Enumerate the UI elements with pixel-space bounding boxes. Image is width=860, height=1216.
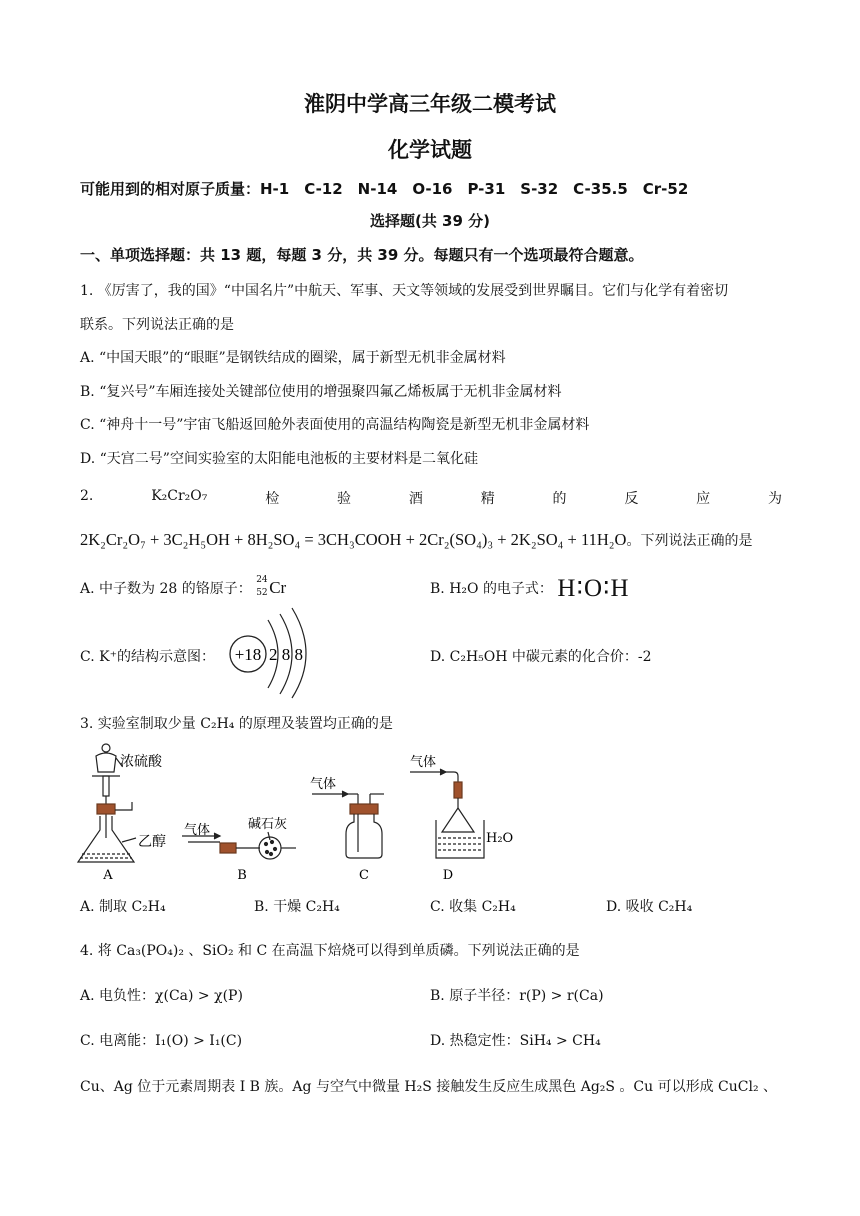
q2-word: K₂Cr₂O₇: [151, 488, 208, 504]
fig-letter-c: C: [359, 868, 369, 882]
part-one-instructions: 一、单项选择题：共 13 题，每题 3 分，共 39 分。每题只有一个选项最符合题意。: [80, 246, 644, 264]
nuclide-atomic-number: 52: [256, 588, 268, 598]
q4-option-d: D. 热稳定性：SiH₄ > CH₄: [430, 1033, 601, 1049]
q2-option-a-text: A. 中子数为 28 的铬原子：: [80, 581, 252, 597]
q2-equation: 2K₂Cr₂O₇ + 3C₂H₅OH + 8H₂SO₄ = 3CH₃COOH + 2Cr₂(SO₄)₃ + 2K₂SO₄ + 11H₂O: [80, 530, 627, 549]
q4-option-a: A. 电负性：χ(Ca) > χ(P): [80, 988, 243, 1004]
q1-option-a: A. “中国天眼”的“眼眶”是钢铁结成的圈梁，属于新型无机非金属材料: [80, 350, 506, 366]
label-conc-acid: 浓硫酸: [120, 754, 162, 770]
fig-letter-d: D: [442, 868, 454, 882]
apparatus-d: [410, 769, 484, 858]
q1-option-d: D. “天宫二号”空间实验室的太阳能电池板的主要材料是二氧化硅: [80, 451, 478, 467]
q2-word: 酒: [408, 491, 423, 507]
nuclide-mass-number: 24: [256, 575, 268, 585]
fig-letter-b: B: [237, 868, 247, 882]
q3-option-b: B. 干燥 C₂H₄: [254, 899, 340, 915]
q2-word: 为: [768, 491, 782, 507]
q3-apparatus-figure: [70, 742, 730, 882]
q2-word: 验: [337, 491, 352, 507]
intro-paragraph: Cu、Ag 位于元素周期表 I B 族。Ag 与空气中微量 H₂S 接触发生反应生成黑色 Ag₂S 。Cu 可以形成 CuCl₂ 、: [80, 1079, 778, 1095]
q2-option-d: D. C₂H₅OH 中碳元素的化合价：-2: [430, 649, 652, 665]
q1-option-c: C. “神舟十一号”宇宙飞船返回舱外表面使用的高温结构陶瓷是新型无机非金属材料: [80, 417, 590, 433]
nuclide-symbol: [256, 575, 302, 599]
q2-option-c: C. K⁺的结构示意图：: [80, 649, 215, 665]
q2-option-b-text: B. H₂O 的电子式：: [430, 581, 553, 597]
q1-option-b: B. “复兴号”车厢连接处关键部位使用的增强聚四氟乙烯板属于无机非金属材料: [80, 384, 562, 400]
q4-option-c: C. 电离能：I₁(O) > I₁(C): [80, 1033, 243, 1049]
fig-letter-a: A: [103, 868, 113, 882]
nuclide-element: Cr: [269, 578, 287, 597]
q2-word: 精: [480, 491, 495, 507]
q2-word: 2.: [80, 488, 94, 504]
q2-equation-line: [80, 530, 752, 550]
label-soda-lime: 碱石灰: [248, 817, 288, 832]
q2-word: 检: [265, 491, 280, 507]
q2-word: 的: [552, 491, 567, 507]
label-water: H₂O: [486, 831, 514, 846]
q4-stem: 4. 将 Ca₃(PO₄)₂ 、SiO₂ 和 C 在高温下焙烧可以得到单质磷。下列说法正确的是: [80, 943, 580, 959]
q2-option-b: [430, 573, 630, 603]
exam-subtitle: 化学试题: [388, 138, 472, 162]
label-ethanol: 乙醇: [138, 834, 166, 850]
label-gas-d: 气体: [410, 755, 437, 770]
potassium-ion-structure-diagram: [228, 606, 324, 700]
q2-stem-line1: [80, 488, 782, 508]
label-gas-b: 气体: [184, 823, 211, 838]
exam-title: 淮阴中学高三年级二模考试: [304, 92, 556, 116]
q2-option-a: [80, 575, 302, 599]
label-gas-c: 气体: [310, 777, 337, 792]
electron-shells: 2 8 8: [269, 645, 303, 664]
q3-option-a: A. 制取 C₂H₄: [80, 899, 166, 915]
q1-stem-line2: 联系。下列说法正确的是: [80, 317, 234, 333]
q3-option-d: D. 吸收 C₂H₄: [606, 899, 693, 915]
q4-option-b: B. 原子半径：r(P) > r(Ca): [430, 988, 604, 1004]
electron-formula: H∶O∶H: [557, 575, 630, 602]
q2-word: 反: [624, 491, 639, 507]
q3-option-c: C. 收集 C₂H₄: [430, 899, 516, 915]
q3-stem: 3. 实验室制取少量 C₂H₄ 的原理及装置均正确的是: [80, 716, 393, 732]
section-title: 选择题(共 39 分): [369, 212, 491, 230]
atomic-masses: 可能用到的相对原子质量：H-1 C-12 N-14 O-16 P-31 S-32 C-35.5 Cr-52: [80, 180, 689, 198]
q2-word: 应: [696, 491, 711, 507]
apparatus-c: [312, 791, 384, 858]
q2-equation-tail: 。下列说法正确的是: [626, 533, 753, 549]
nucleus-charge: +18: [234, 645, 262, 664]
q1-stem-line1: 1. 《厉害了，我的国》“中国名片”中航天、军事、天文等领域的发展受到世界瞩目。它们与化学有着密切: [80, 283, 729, 299]
